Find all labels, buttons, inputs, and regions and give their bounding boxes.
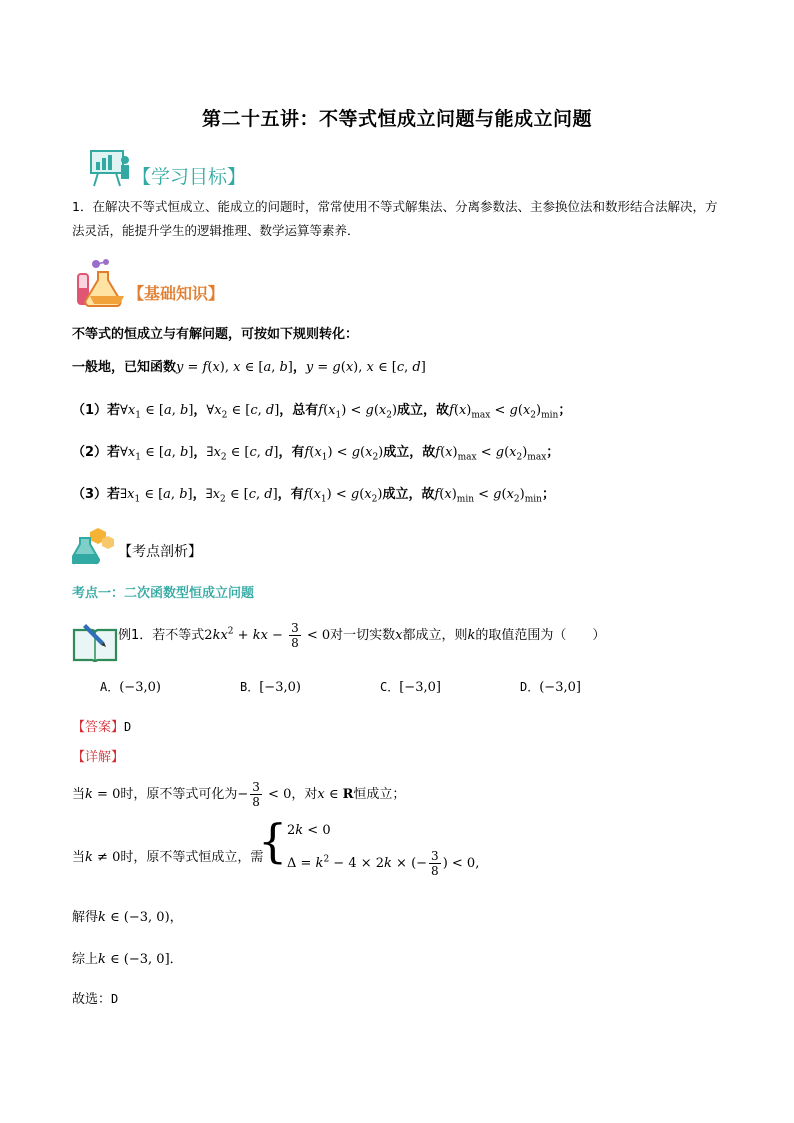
section-analysis-heading: 【考点剖析】 <box>118 544 202 560</box>
solution-line-4: 综上k ∈ (−3, 0]． <box>72 952 183 967</box>
answer-line <box>72 716 131 735</box>
section-basics-heading: 【基础知识】 <box>128 284 225 303</box>
detail-label: 【详解】 <box>72 750 125 765</box>
answer-label: 【答案】 <box>72 720 125 735</box>
solution-line-2: 当k ≠ 0时，原不等式恒成立，需 <box>72 850 264 865</box>
solution-line-3: 解得k ∈ (−3, 0)， <box>72 910 183 925</box>
lab-flask-icon <box>72 526 116 570</box>
basics-intro: 不等式的恒成立与有解问题，可按如下规则转化： <box>72 327 359 342</box>
option-a[interactable]: A．(−3,0) <box>100 680 161 695</box>
section-goals-heading: 【学习目标】 <box>132 166 247 188</box>
basics-general: 一般地，已知函数y = f(x), x ∈ [a, b]，y = g(x), x ∈ [c, d] <box>72 360 426 375</box>
formula-f: y <box>176 360 184 375</box>
example-question: 例1．若不等式$2kx^2$ + kx − $\frac{3}{8}$ < 0对一切实数x都成立，则k的取值范围为（ ） <box>118 621 606 650</box>
option-b[interactable]: B．[−3,0) <box>240 680 301 695</box>
kaodian-heading: 考点一：二次函数型恒成立问题 <box>72 586 255 601</box>
solution-line-1: 当k = 0时，原不等式可化为− $\frac{3}{8}$ < 0，对x ∈ R恒成立； <box>72 780 406 809</box>
solution-line-5: 故选：D <box>72 992 119 1007</box>
option-c[interactable]: C．[−3,0] <box>380 680 441 695</box>
teaching-board-icon <box>88 148 132 192</box>
answer-value: D <box>124 720 132 734</box>
basics-case-3: （3）若$\exists x_1$ ∈ [a, b]，$\exists x_2$ ∈ [c, d]，有$f(x_1) < g(x_2)$成立，故$f(x)_{min} < g(x_2)_{min}$； <box>72 487 555 505</box>
option-d[interactable]: D．(−3,0] <box>520 680 581 695</box>
book-pencil-icon <box>72 620 118 666</box>
page-title: 第二十五讲：不等式恒成立问题与能成立问题 <box>201 108 592 130</box>
general-prefix: 一般地，已知函数 <box>72 360 177 375</box>
system-eq-1: 2k < 0 <box>287 823 331 838</box>
fraction-3-8: $\frac{3}{8}$ <box>291 621 299 650</box>
goals-text: 1．在解决不等式恒成立、能成立的问题时，常常使用不等式解集法、分离参数法、主参换位法和数形结合法解决，方法灵活，能提升学生的逻辑推理、数学运算等素养． <box>72 199 718 238</box>
chemistry-flask-icon <box>74 258 126 312</box>
basics-case-1: （1）若$\forall x_1$ ∈ [a, b]，$\forall x_2$ ∈ [c, d]，总有$f(x_1) < g(x_2)$成立，故$f(x)_{max} < g(x_2)_{min}$； <box>72 403 572 421</box>
basics-case-2: （2）若$\forall x_1$ ∈ [a, b]，$\exists x_2$ ∈ [c, d]，有$f(x_1) < g(x_2)$成立，故$f(x)_{max} < g(x_2)_{max}$； <box>72 445 560 463</box>
system-eq-2: $\Delta = k^2 - 4 \times 2k$ × (− $\frac{3}{8}$ ) < 0, <box>287 849 480 878</box>
system-brace: { <box>258 814 288 868</box>
